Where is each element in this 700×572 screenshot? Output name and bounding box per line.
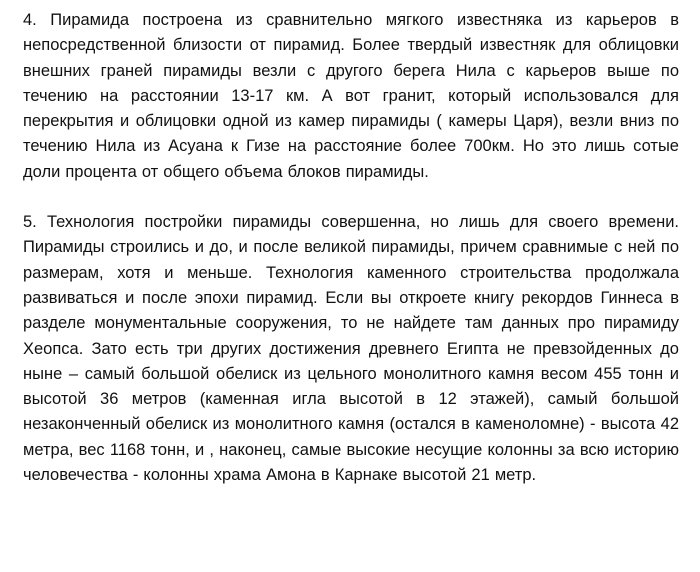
paragraph-4: 4. Пирамида построена из сравнительно мягкого известняка из карьеров в непосредственной близости от пирамид. Более твердый известняк для облицовки внешних граней пирамиды везли с другого берега Нила с карьеров выше по течению на расстоянии 13-17 км. А вот гранит, который использовался для перекрытия и облицовки одной из камер пирамиды ( камеры Царя), везли вниз по течению Нила из Асуана к Гизе на расстояние более 700км. Но это лишь сотые доли процента от общего объема блоков пирамиды.	[23, 11, 679, 181]
document-body	[23, 8, 679, 488]
paragraph-5: 5. Технология постройки пирамиды совершенна, но лишь для своего времени. Пирамиды строились и до, и после великой пирамиды, причем сравнимые с ней по размерам, хотя и меньше. Технология каменного строительства продолжала развиваться и после эпохи пирамид. Если вы откроете книгу рекордов Гиннеса в разделе монументальные сооружения, то не найдете там данных про пирамиду Хеопса. Зато есть три других достижения древнего Египта не превзойденных до ныне – самый большой обелиск из цельного монолитного камня весом 455 тонн и высотой 36 метров (каменная игла высотой в 12 этажей), самый большой незаконченный обелиск из монолитного камня (остался в каменоломне) - высота 42 метра, вес 1168 тонн, и , наконец, самые высокие несущие колонны за всю историю человечества - колонны храма Амона в Карнаке высотой 21 метр.	[23, 213, 679, 485]
paragraph-spacer	[23, 185, 679, 210]
